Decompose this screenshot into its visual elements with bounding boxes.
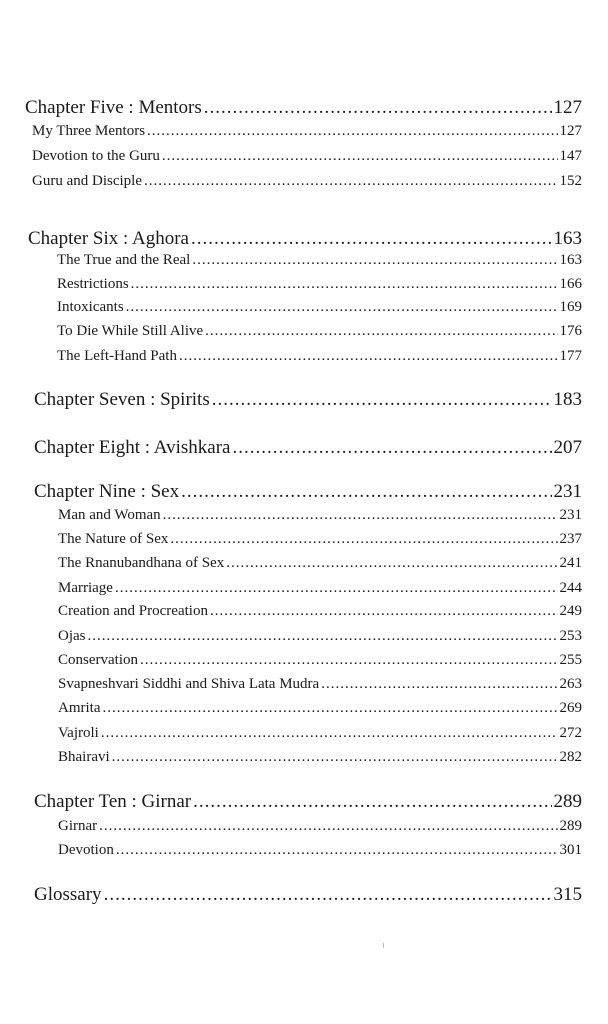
toc-chapter-entry xyxy=(34,389,582,411)
toc-section-entry xyxy=(58,676,582,693)
toc-section-entry xyxy=(58,842,582,859)
toc-section-entry xyxy=(32,148,582,165)
toc-entry-title: Vajroli xyxy=(58,725,99,741)
dot-leader xyxy=(321,676,557,693)
toc-section-entry xyxy=(57,323,582,340)
toc-entry-title: Bhairavi xyxy=(58,749,110,765)
toc-page-number: 147 xyxy=(559,148,582,164)
toc-chapter-entry xyxy=(34,481,582,503)
toc-page-number: 231 xyxy=(559,507,582,523)
toc-entry-title: Svapneshvari Siddhi and Shiva Lata Mudra xyxy=(58,676,320,692)
dot-leader xyxy=(232,437,551,459)
dot-leader xyxy=(104,884,552,906)
toc-page-number: 289 xyxy=(553,791,582,812)
dot-leader xyxy=(210,603,558,620)
dot-leader xyxy=(181,481,551,503)
toc-page-number: 163 xyxy=(553,228,582,249)
dot-leader xyxy=(179,348,558,365)
toc-section-entry xyxy=(58,531,582,548)
dot-leader xyxy=(115,580,558,597)
dot-leader xyxy=(99,818,557,835)
toc-section-entry xyxy=(57,252,582,269)
dot-leader xyxy=(144,173,558,190)
toc-chapter-entry xyxy=(34,791,582,813)
toc-entry-title: The Nature of Sex xyxy=(58,531,169,547)
toc-section-entry xyxy=(58,580,582,597)
dot-leader xyxy=(192,252,557,269)
dot-leader xyxy=(101,725,558,742)
dot-leader xyxy=(103,700,558,717)
dot-leader xyxy=(191,228,552,250)
toc-entry-title: Marriage xyxy=(58,580,113,596)
toc-entry-title: Ojas xyxy=(58,628,86,644)
toc-page-number: 231 xyxy=(553,481,582,502)
toc-section-entry xyxy=(32,173,582,190)
toc-entry-title: Chapter Ten : Girnar xyxy=(34,791,192,812)
toc-entry-title: The Rnanubandhana of Sex xyxy=(58,555,225,571)
toc-section-entry xyxy=(58,628,582,645)
toc-chapter-entry xyxy=(28,228,582,250)
dot-leader xyxy=(170,531,557,548)
toc-section-entry xyxy=(58,507,582,524)
toc-page-number: 207 xyxy=(553,437,582,458)
toc-entry-title: Intoxicants xyxy=(57,299,124,315)
toc-section-entry xyxy=(58,555,582,572)
toc-section-entry xyxy=(58,818,582,835)
toc-chapter-entry xyxy=(25,97,582,119)
toc-page-number: 272 xyxy=(559,725,582,741)
toc-page-number: 269 xyxy=(559,700,582,716)
toc-page-number: 244 xyxy=(559,580,582,596)
toc-entry-title: Devotion to the Guru xyxy=(32,148,160,164)
toc-entry-title: The True and the Real xyxy=(57,252,191,268)
toc-page-number: 183 xyxy=(553,389,582,410)
toc-section-entry xyxy=(57,276,582,293)
toc-section-entry xyxy=(58,700,582,717)
toc-entry-title: The Left-Hand Path xyxy=(57,348,177,364)
toc-section-entry xyxy=(58,603,582,620)
dot-leader xyxy=(112,749,558,766)
toc-page-number: 177 xyxy=(559,348,582,364)
toc-section-entry xyxy=(58,652,582,669)
toc-page-number: 176 xyxy=(559,323,582,339)
toc-page-number: 169 xyxy=(559,299,582,315)
dot-leader xyxy=(88,628,558,645)
toc-chapter-entry xyxy=(34,437,582,459)
toc-page-number: 152 xyxy=(559,173,582,189)
toc-page-number: 301 xyxy=(559,842,582,858)
toc-section-entry xyxy=(58,749,582,766)
toc-page-number: 289 xyxy=(559,818,582,834)
toc-entry-title: Creation and Procreation xyxy=(58,603,208,619)
dot-leader xyxy=(140,652,558,669)
toc-chapter-entry xyxy=(34,884,582,906)
toc-entry-title: Glossary xyxy=(34,884,102,905)
dot-leader xyxy=(226,555,557,572)
toc-entry-title: Amrita xyxy=(58,700,101,716)
dot-leader xyxy=(126,299,558,316)
toc-page-number: 237 xyxy=(559,531,582,547)
toc-page-number: 282 xyxy=(559,749,582,765)
dot-leader xyxy=(116,842,558,859)
dot-leader xyxy=(163,507,558,524)
toc-entry-title: Chapter Nine : Sex xyxy=(34,481,180,502)
toc-entry-title: Chapter Seven : Spirits xyxy=(34,389,210,410)
toc-page-number: 127 xyxy=(553,97,582,118)
page-mark xyxy=(383,943,384,948)
toc-page-number: 241 xyxy=(559,555,582,571)
toc-section-entry xyxy=(57,348,582,365)
toc-entry-title: Restrictions xyxy=(57,276,129,292)
toc-entry-title: Guru and Disciple xyxy=(32,173,142,189)
toc-entry-title: Chapter Six : Aghora xyxy=(28,228,189,249)
toc-section-entry xyxy=(57,299,582,316)
dot-leader xyxy=(212,389,552,411)
toc-entry-title: To Die While Still Alive xyxy=(57,323,204,339)
dot-leader xyxy=(162,148,558,165)
toc-entry-title: Conservation xyxy=(58,652,138,668)
toc-page-number: 263 xyxy=(559,676,582,692)
toc-page-number: 127 xyxy=(559,123,582,139)
toc-section-entry xyxy=(58,725,582,742)
toc-entry-title: Chapter Five : Mentors xyxy=(25,97,202,118)
toc-entry-title: Girnar xyxy=(58,818,98,834)
toc-page-number: 315 xyxy=(553,884,582,905)
dot-leader xyxy=(204,97,552,119)
dot-leader xyxy=(131,276,558,293)
toc-section-entry xyxy=(32,123,582,140)
dot-leader xyxy=(193,791,551,813)
toc-entry-title: My Three Mentors xyxy=(32,123,146,139)
toc-page-number: 255 xyxy=(559,652,582,668)
toc-entry-title: Chapter Eight : Avishkara xyxy=(34,437,231,458)
dot-leader xyxy=(205,323,557,340)
dot-leader xyxy=(147,123,557,140)
toc-page-number: 166 xyxy=(559,276,582,292)
toc-entry-title: Man and Woman xyxy=(58,507,161,523)
toc-page-number: 249 xyxy=(559,603,582,619)
toc-page-number: 253 xyxy=(559,628,582,644)
toc-page-number: 163 xyxy=(559,252,582,268)
toc-entry-title: Devotion xyxy=(58,842,114,858)
